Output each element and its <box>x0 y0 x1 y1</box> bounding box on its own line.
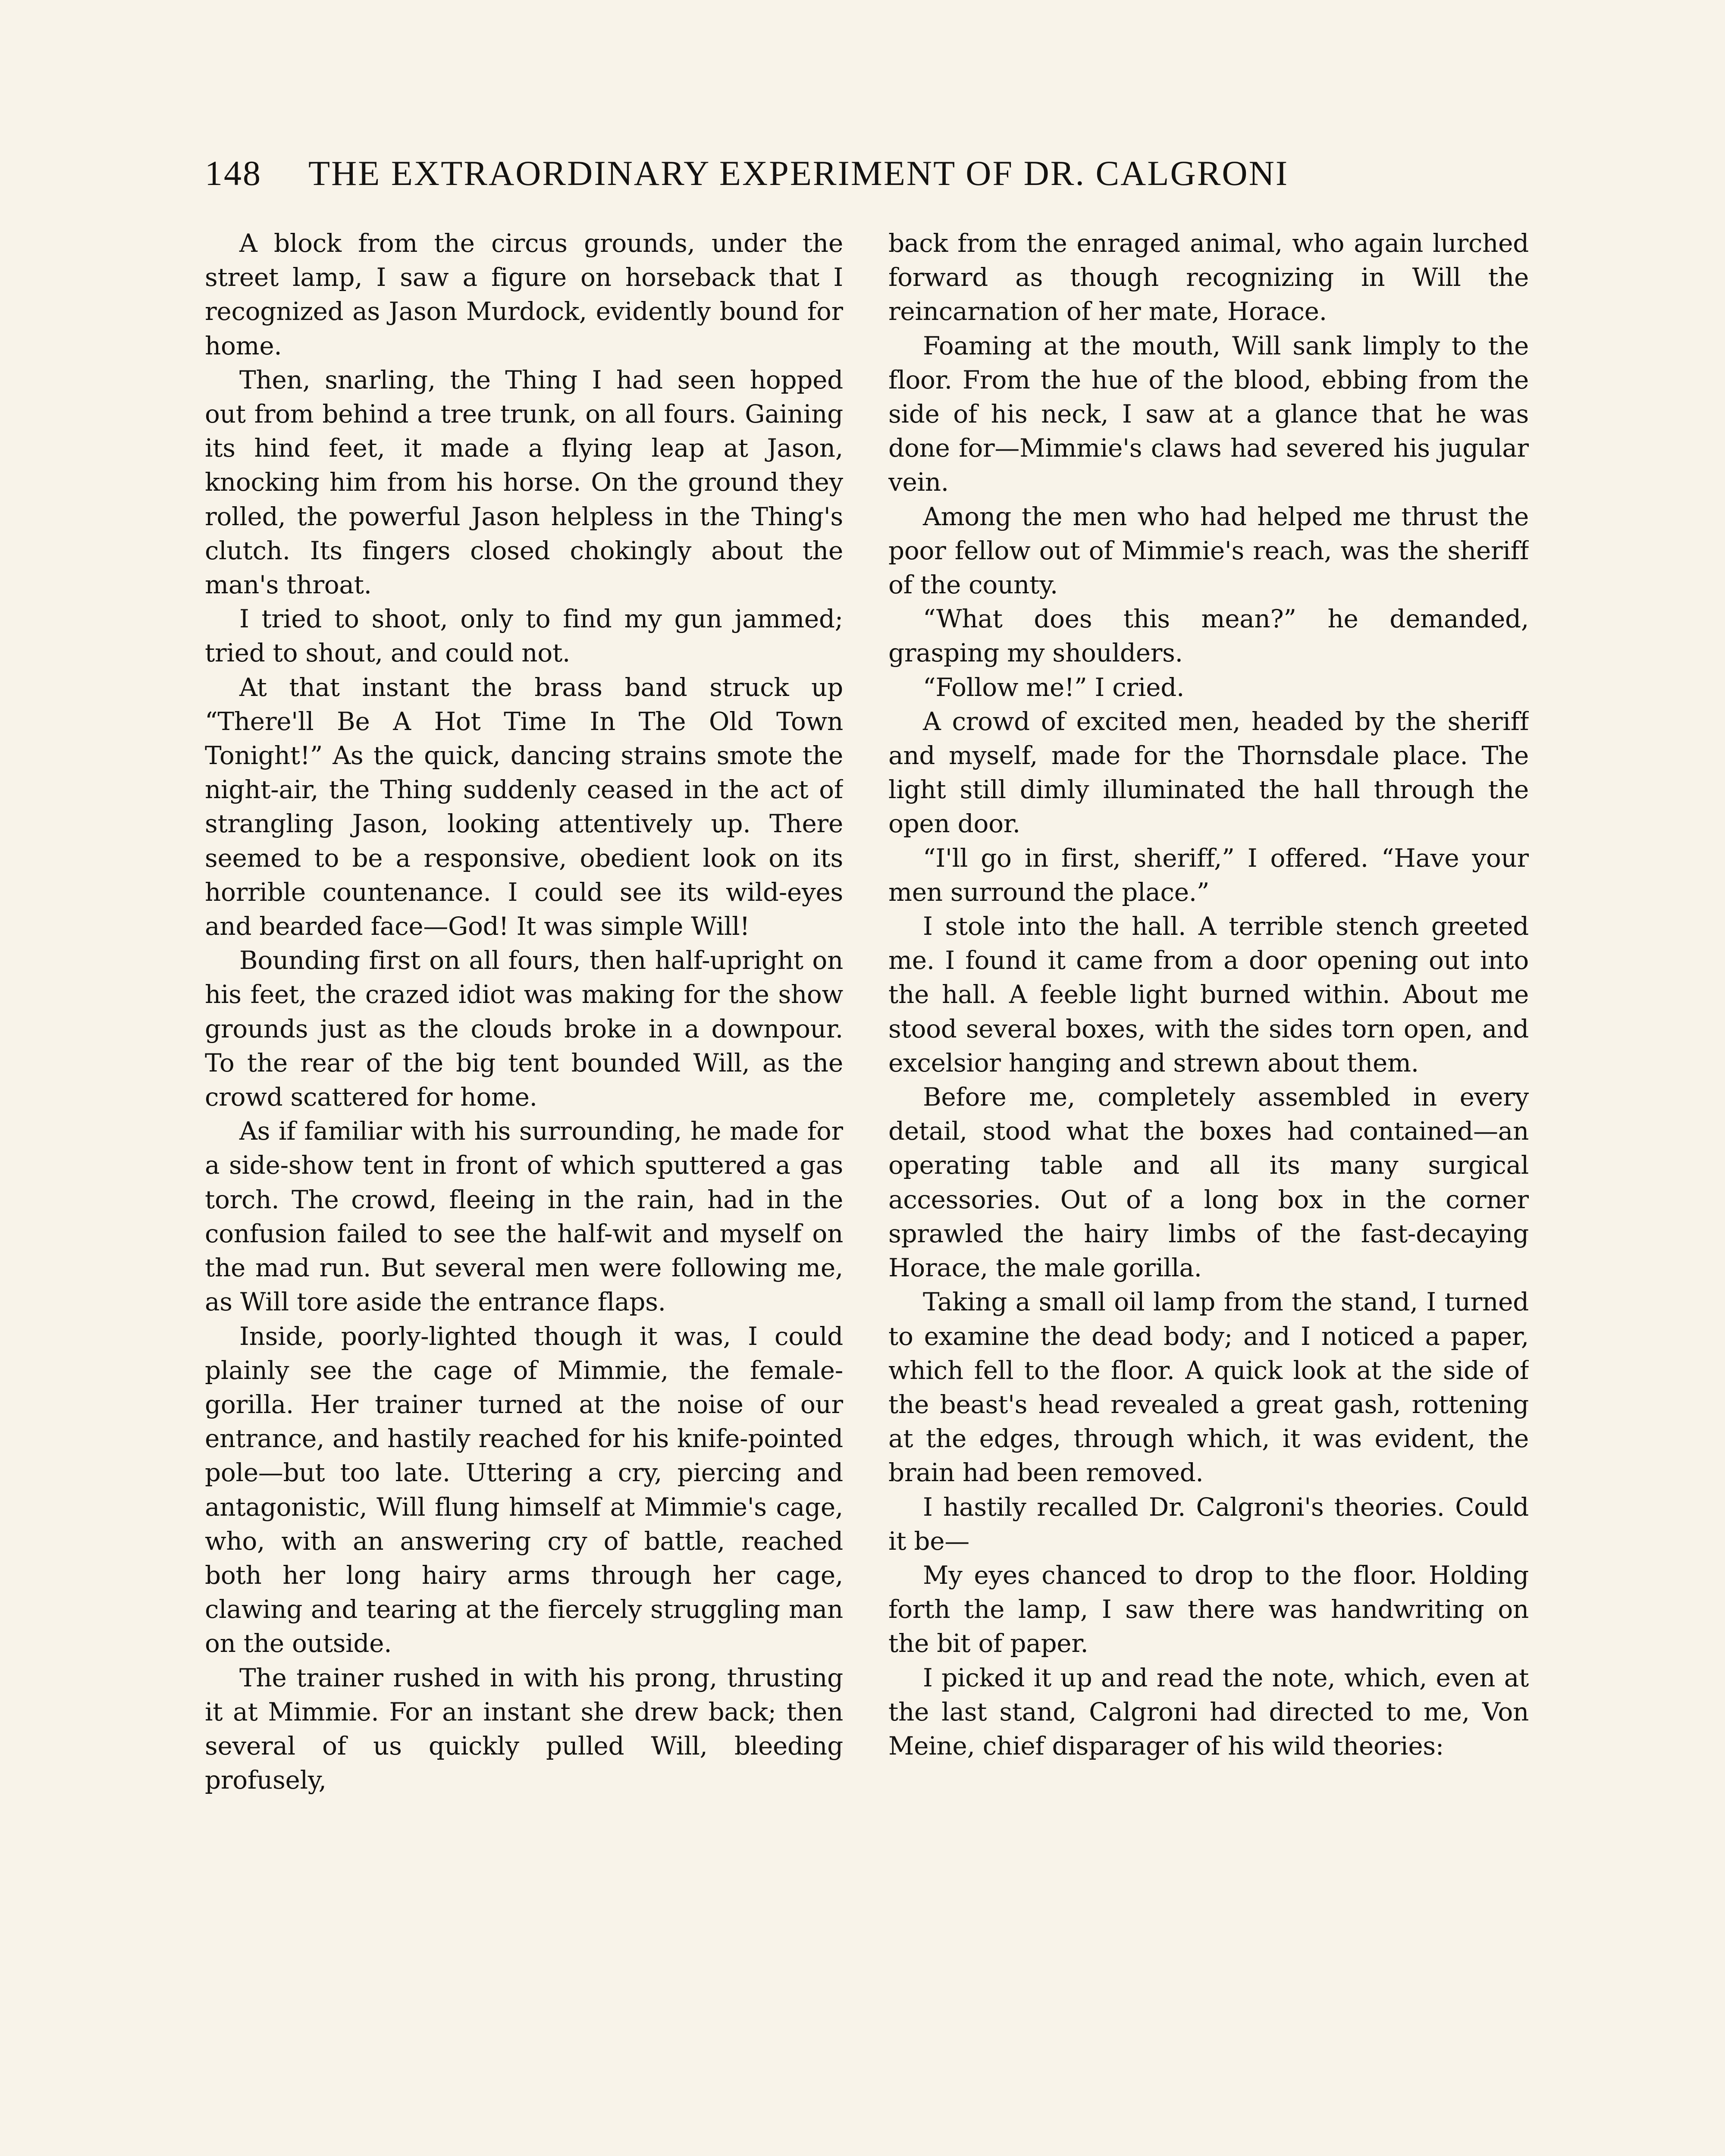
paragraph: I picked it up and read the note, which, even at the last stand, Calgroni had directed to me, Von Meine, chief disparager of his wild theories: <box>888 1663 1529 1761</box>
running-head <box>205 153 1524 205</box>
paragraph: A crowd of excited men, headed by the sheriff and myself, made for the Thornsdale place. The light still dimly illuminated the hall through the open door. <box>888 706 1529 839</box>
paragraph: I tried to shoot, only to find my gun jammed; tried to shout, and could not. <box>205 604 843 668</box>
paragraph: Before me, completely assembled in every detail, stood what the boxes had contained—an operating table and all its many surgical accessories. Out of a long box in the corner sprawled the hairy limbs of the fast-decaying Horace, the male gorilla. <box>888 1082 1529 1283</box>
paragraph: A block from the circus grounds, under the street lamp, I saw a figure on horseback that I recognized as Jason Murdock, evidently bound for home. <box>205 229 843 360</box>
paragraph: As if familiar with his surrounding, he made for a side-show tent in front of which sputtered a gas torch. The crowd, fleeing in the rain, had in the confusion failed to see the half-wit and myself on the mad run. But several men were following me, as Will tore aside the entrance flaps. <box>205 1116 843 1317</box>
paragraph: Bounding first on all fours, then half-upright on his feet, the crazed idiot was making for the show grounds just as the clouds broke in a downpour. To the rear of the big tent bounded Will, as the crowd scattered for home. <box>205 946 843 1112</box>
paragraph: I hastily recalled Dr. Calgroni's theories. Could it be— <box>888 1492 1529 1556</box>
paragraph: Then, snarling, the Thing I had seen hopped out from behind a tree trunk, on all fours. Gaining its hind feet, it made a flying leap at Jason, knocking him from his horse. On the ground they rolled, the powerful Jason helpless in the Thing's clutch. Its fingers closed chokingly about the man's throat. <box>205 365 843 600</box>
paragraph: Inside, poorly-lighted though it was, I could plainly see the cage of Mimmie, the female-gorilla. Her trainer turned at the noise of our entrance, and hastily reached for his knife-pointed pole—but too late. Uttering a cry, piercing and antagonistic, Will flung himself at Mimmie's cage, who, with an answering cry of battle, reached both her long hairy arms through her cage, clawing and tearing at the fiercely struggling man on the outside. <box>205 1321 843 1658</box>
paragraph: “What does this mean?” he demanded, grasping my shoulders. <box>888 604 1529 668</box>
paragraph: “Follow me!” I cried. <box>923 672 1185 702</box>
paragraph: At that instant the brass band struck up “There'll Be A Hot Time In The Old Town Tonight!” As the quick, dancing strains smote the night-air, the Thing suddenly ceased in the act of strangling Jason, looking attentively up. There seemed to be a responsive, obedient look on its horrible countenance. I could see its wild-eyes and bearded face—God! It was simple Will! <box>205 672 843 941</box>
paragraph: Among the men who had helped me thrust the poor fellow out of Mimmie's reach, was the sheriff of the county. <box>888 501 1529 600</box>
paragraph: I stole into the hall. A terrible stench greeted me. I found it came from a door opening out into the hall. A feeble light burned within. About me stood several boxes, with the sides torn open, and excelsior hanging and strewn about them. <box>888 912 1529 1078</box>
paragraph-continued: back from the enraged animal, who again lurched forward as though recognizing in Will the reincarnation of her mate, Horace. <box>888 229 1529 326</box>
page-number: 148 <box>205 154 262 193</box>
right-text-column <box>888 226 1529 2115</box>
paragraph: My eyes chanced to drop to the floor. Holding forth the lamp, I saw there was handwriting on the bit of paper. <box>888 1560 1529 1658</box>
left-text-column <box>205 226 843 2115</box>
paragraph: Taking a small oil lamp from the stand, I turned to examine the dead body; and I noticed a paper, which fell to the floor. A quick look at the side of the beast's head revealed a great gash, rottening at the edges, through which, it was evident, the brain had been removed. <box>888 1287 1529 1488</box>
paragraph: Foaming at the mouth, Will sank limply to the floor. From the hue of the blood, ebbing from the side of his neck, I saw at a glance that he was done for—Mimmie's claws had severed his jugular vein. <box>888 331 1529 497</box>
running-title: THE EXTRAORDINARY EXPERIMENT OF DR. CALGRONI <box>308 154 1289 193</box>
paragraph: “I'll go in first, sheriff,” I offered. “Have your men surround the place.” <box>888 843 1529 907</box>
paragraph: The trainer rushed in with his prong, thrusting it at Mimmie. For an instant she drew back; then several of us quickly pulled Will, bleeding profusely, <box>205 1663 843 1795</box>
